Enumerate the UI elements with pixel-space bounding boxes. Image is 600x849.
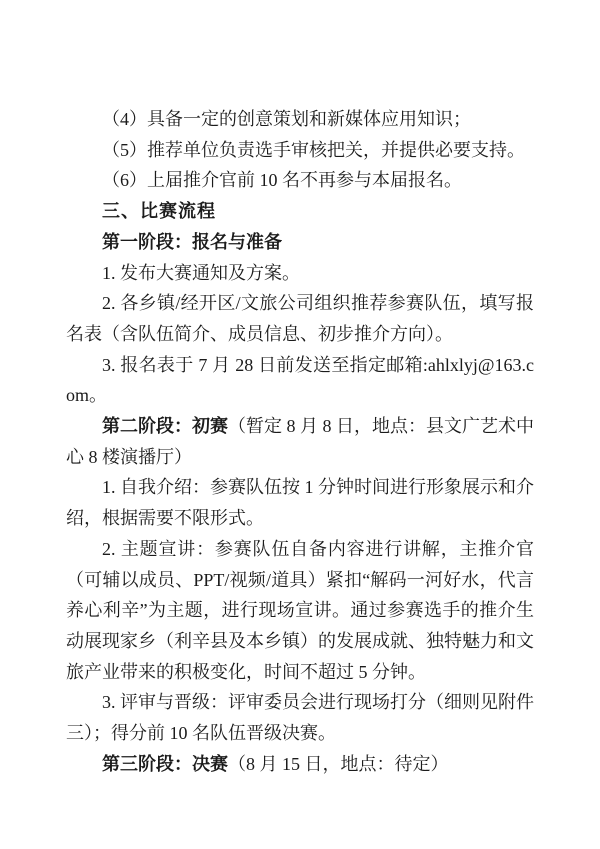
stage-3-heading <box>66 749 534 780</box>
requirement-item-4: （4）具备一定的创意策划和新媒体应用知识； <box>102 109 471 129</box>
stage-1-heading <box>66 227 534 258</box>
requirement-item-5: （5）推荐单位负责选手审核把关，并提供必要支持。 <box>102 139 525 160</box>
document-body <box>66 104 534 779</box>
stage-3-detail: （8 月 15 日，地点：待定） <box>228 753 449 774</box>
stage-2-title: 第二阶段：初赛 <box>102 416 228 437</box>
stage-1-step-1: 1. 发布大赛通知及方案。 <box>102 262 300 283</box>
stage-2-heading <box>66 411 534 472</box>
requirement-item-6: （6）上届推介官前 10 名不再参与本届报名。 <box>102 170 462 191</box>
stage-1-step-3: 3. 报名表于 7 月 28 日前发送至指定邮箱:ahlxlyj@163.com。 <box>66 354 534 406</box>
stage-1-step-2: 2. 各乡镇/经开区/文旅公司组织推荐参赛队伍，填写报名表（含队伍简介、成员信息、初步推介方向）。 <box>66 293 534 344</box>
stage-3-title: 第三阶段：决赛 <box>102 753 228 774</box>
stage-2-detail: （暂定 8 月 8 日，地点：县文广艺术中心 8 楼演播厅） <box>66 416 534 467</box>
stage-2-step-3: 3. 评审与晋级：评审委员会进行现场打分（细则见附件三）；得分前 10 名队伍晋级决赛。 <box>66 692 534 744</box>
stage-2-step-2: 2. 主题宣讲：参赛队伍自备内容进行讲解，主推介官（可辅以成员、PPT/视频/道具）紧扣“解码一河好水，代言养心利辛”为主题，进行现场宣讲。通过参赛选手的推介生动展现家乡（利辛县及本乡镇）的发展成就、独特魅力和文旅产业带来的积极变化，时间不超过 5 分钟。 <box>66 538 534 682</box>
stage-2-step-1: 1. 自我介绍：参赛队伍按 1 分钟时间进行形象展示和介绍，根据需要不限形式。 <box>66 477 534 529</box>
stage-1-title: 第一阶段：报名与准备 <box>102 231 282 252</box>
section-heading-competition-process: 三、比赛流程 <box>102 201 216 222</box>
